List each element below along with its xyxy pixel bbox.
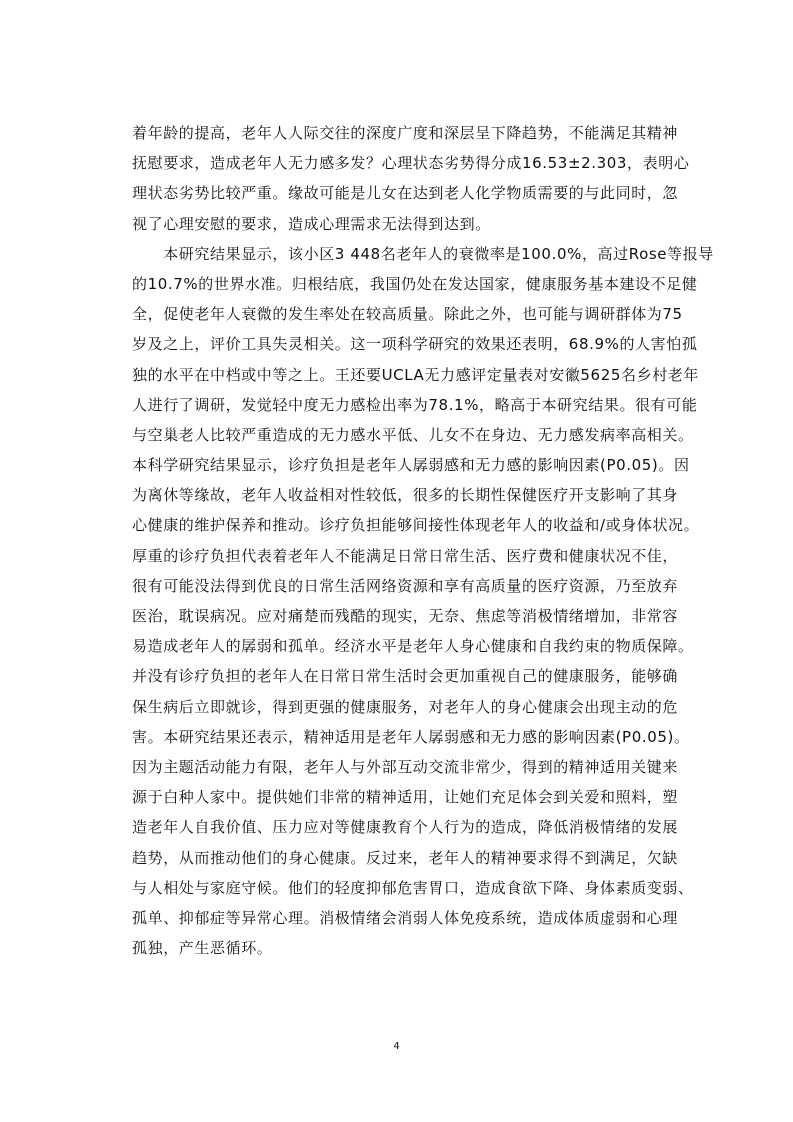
text-line: 视了心理安慰的要求，造成心理需求无法得到达到。	[132, 214, 491, 233]
text-line: 抚慰要求，造成老年人无力感多发？心理状态劣势得分成16.53±2.303，表明心	[132, 154, 690, 173]
text-line: 人进行了调研，发觉轻中度无力感检出率为78.1%，略高于本研究结果。很有可能	[132, 395, 698, 414]
text-line: 理状态劣势比较严重。缘故可能是儿女在达到老人化学物质需要的与此同时，忽	[132, 184, 679, 203]
text-line: 独的水平在中档或中等之上。王还要UCLA无力感评定量表对安徽5625名乡村老年	[132, 365, 699, 384]
text-line: 的10.7%的世界水准。归根结底，我国仍处在发达国家，健康服务基本建设不足健	[132, 274, 698, 293]
text-line: 孤单、抑郁症等异常心理。消极情绪会消弱人体免疫系统，造成体质虚弱和心理	[132, 908, 679, 927]
text-line: 源于白种人家中。提供她们非常的精神适用，让她们充足体会到关爱和照料，塑	[132, 788, 679, 807]
text-line: 为离休等缘故，老年人收益相对性较低，很多的长期性保健医疗开支影响了其身	[132, 486, 679, 505]
text-line: 岁及之上，评价工具失灵相关。这一项科学研究的效果还表明，68.9%的人害怕孤	[132, 335, 698, 354]
text-line: 全，促使老年人衰微的发生率处在较高质量。除此之外，也可能与调研群体为75	[132, 305, 683, 324]
text-line: 心健康的维护保养和推动。诊疗负担能够间接性体现老年人的收益和/或身体状况。	[132, 516, 700, 535]
text-line: 本研究结果显示，该小区3 448名老年人的衰微率是100.0%，高过Rose等报导	[132, 244, 714, 263]
page-number: 4	[393, 1041, 400, 1052]
body-text	[132, 118, 722, 963]
text-line: 保生病后立即就诊，得到更强的健康服务，对老年人的身心健康会出现主动的危	[132, 697, 679, 716]
text-line: 因为主题活动能力有限，老年人与外部互动交流非常少，得到的精神适用关键来	[132, 757, 679, 776]
text-line: 本科学研究结果显示，诊疗负担是老年人孱弱感和无力感的影响因素(P0.05)。因	[132, 456, 690, 475]
text-line: 医治，耽误病况。应对痛楚而残酷的现实，无奈、焦虑等消极情绪增加，非常容	[132, 607, 679, 625]
text-line: 孤独，产生恶循环。	[132, 939, 273, 958]
text-line: 很有可能没法得到优良的日常生活网络资源和享有高质量的医疗资源，乃至放弃	[132, 576, 679, 595]
text-line: 厚重的诊疗负担代表着老年人不能满足日常日常生活、医疗费和健康状况不佳，	[132, 546, 679, 565]
text-line: 着年龄的提高，老年人人际交往的深度广度和深层呈下降趋势，不能满足其精神	[132, 124, 679, 142]
text-line: 与人相处与家庭守候。他们的轻度抑郁危害胃口，造成食欲下降、身体素质变弱、	[132, 878, 694, 897]
text-line: 害。本研究结果还表示，精神适用是老年人孱弱感和无力感的影响因素(P0.05)。	[132, 727, 690, 746]
text-line: 造老年人自我价值、压力应对等健康教育个人行为的造成，降低消极情绪的发展	[132, 818, 679, 837]
text-line: 与空巢老人比较严重造成的无力感水平低、儿女不在身边、无力感发病率高相关。	[132, 425, 694, 444]
text-line: 易造成老年人的孱弱和孤单。经济水平是老年人身心健康和自我约束的物质保障。	[132, 637, 694, 656]
text-line: 趋势，从而推动他们的身心健康。反过来，老年人的精神要求得不到满足，欠缺	[132, 848, 679, 867]
text-line: 并没有诊疗负担的老年人在日常日常生活时会更加重视自己的健康服务，能够确	[132, 667, 679, 686]
